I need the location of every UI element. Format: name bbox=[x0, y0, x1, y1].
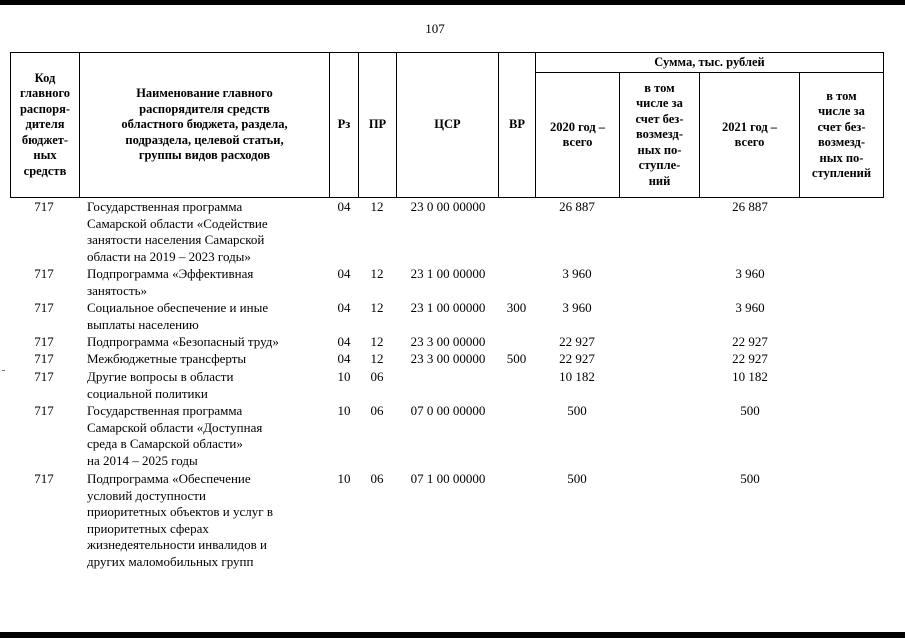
row-code: 717 bbox=[34, 351, 54, 366]
row-sum-2021: 22 927 bbox=[732, 351, 768, 366]
row-code: 717 bbox=[34, 369, 54, 384]
row-rz: 04 bbox=[337, 334, 351, 349]
row-sum-2020: 26 887 bbox=[559, 199, 595, 214]
header-free-2020: в том числе за счет без- возмезд- ных по- ступле- ний bbox=[635, 80, 684, 188]
row-vr: 500 bbox=[506, 351, 527, 366]
top-border bbox=[0, 0, 905, 5]
row-csr: 23 3 00 00000 bbox=[410, 351, 486, 366]
row-vr: 300 bbox=[506, 300, 527, 315]
row-name: Межбюджетные трансферты bbox=[87, 351, 247, 366]
row-sum-2021: 22 927 bbox=[732, 334, 768, 349]
row-sum-2020: 3 960 bbox=[562, 266, 592, 281]
row-csr: 23 3 00 00000 bbox=[410, 334, 486, 349]
row-csr: 07 1 00 00000 bbox=[410, 471, 486, 486]
row-name: Социальное обеспечение и иные выплаты населению bbox=[87, 300, 269, 332]
row-sum-2020: 3 960 bbox=[562, 300, 592, 315]
header-name: Наименование главного распорядителя средств областного бюджета, раздела, подраздела, целевой статьи, группы видов расходов bbox=[121, 86, 288, 163]
row-code: 717 bbox=[34, 300, 54, 315]
row-sum-2021: 26 887 bbox=[732, 199, 768, 214]
row-pr: 06 bbox=[370, 369, 384, 384]
row-csr: 23 1 00 00000 bbox=[410, 300, 486, 315]
header-total-2020: 2020 год – всего bbox=[549, 119, 606, 149]
row-code: 717 bbox=[34, 334, 54, 349]
row-sum-2021: 500 bbox=[740, 471, 760, 486]
header-pr: ПР bbox=[368, 117, 387, 132]
row-rz: 04 bbox=[337, 266, 351, 281]
row-sum-2020: 500 bbox=[567, 403, 587, 418]
row-name: Подпрограмма «Безопасный труд» bbox=[87, 334, 279, 349]
row-csr: 23 1 00 00000 bbox=[410, 266, 486, 281]
header-csr: ЦСР bbox=[434, 117, 461, 132]
row-rz: 04 bbox=[337, 199, 351, 214]
page-number: 107 bbox=[425, 21, 445, 36]
row-rz: 10 bbox=[337, 403, 351, 418]
row-sum-2021: 3 960 bbox=[735, 300, 765, 315]
row-code: 717 bbox=[34, 266, 54, 281]
row-sum-2020: 22 927 bbox=[559, 351, 595, 366]
row-name: Другие вопросы в области социальной политики bbox=[87, 369, 234, 401]
row-rz: 10 bbox=[337, 369, 351, 384]
row-rz: 04 bbox=[337, 300, 351, 315]
header-code: Код главного распоря- дителя бюджет- ных средств bbox=[19, 70, 71, 178]
row-pr: 12 bbox=[370, 300, 384, 315]
scan-mark bbox=[2, 370, 5, 371]
row-csr: 23 0 00 00000 bbox=[410, 199, 486, 214]
header-vr: ВР bbox=[509, 117, 525, 132]
bottom-border bbox=[0, 632, 905, 638]
row-rz: 04 bbox=[337, 351, 351, 366]
row-pr: 06 bbox=[370, 403, 384, 418]
row-pr: 12 bbox=[370, 199, 384, 214]
row-sum-2020: 500 bbox=[567, 471, 587, 486]
row-name: Подпрограмма «Обеспечение условий доступности приоритетных объектов и услуг в приоритетных сферах жизнедеятельности инвалидов и других маломобильных групп bbox=[87, 471, 273, 569]
header-rz: Рз bbox=[337, 117, 351, 132]
header-sum-title: Сумма, тыс. рублей bbox=[654, 54, 765, 69]
row-sum-2021: 3 960 bbox=[735, 266, 765, 281]
row-pr: 06 bbox=[370, 471, 384, 486]
row-name: Государственная программа Самарской области «Содействие занятости населения Самарской области на 2019 – 2023 годы» bbox=[87, 199, 268, 264]
row-sum-2020: 10 182 bbox=[559, 369, 595, 384]
row-name: Государственная программа Самарской области «Доступная среда в Самарской области» на 2014 – 2025 годы bbox=[87, 403, 263, 468]
row-pr: 12 bbox=[370, 334, 384, 349]
row-pr: 12 bbox=[370, 266, 384, 281]
row-sum-2021: 500 bbox=[740, 403, 760, 418]
row-code: 717 bbox=[34, 403, 54, 418]
header-total-2021: 2021 год – всего bbox=[721, 119, 778, 149]
header-free-2021: в том числе за счет без- возмезд- ных по- ступлений bbox=[811, 88, 872, 180]
row-name: Подпрограмма «Эффективная занятость» bbox=[87, 266, 254, 298]
row-sum-2021: 10 182 bbox=[732, 369, 768, 384]
row-pr: 12 bbox=[370, 351, 384, 366]
row-rz: 10 bbox=[337, 471, 351, 486]
row-code: 717 bbox=[34, 471, 54, 486]
row-csr: 07 0 00 00000 bbox=[410, 403, 486, 418]
row-sum-2020: 22 927 bbox=[559, 334, 595, 349]
row-code: 717 bbox=[34, 199, 54, 214]
header-bottom-line bbox=[10, 197, 884, 198]
